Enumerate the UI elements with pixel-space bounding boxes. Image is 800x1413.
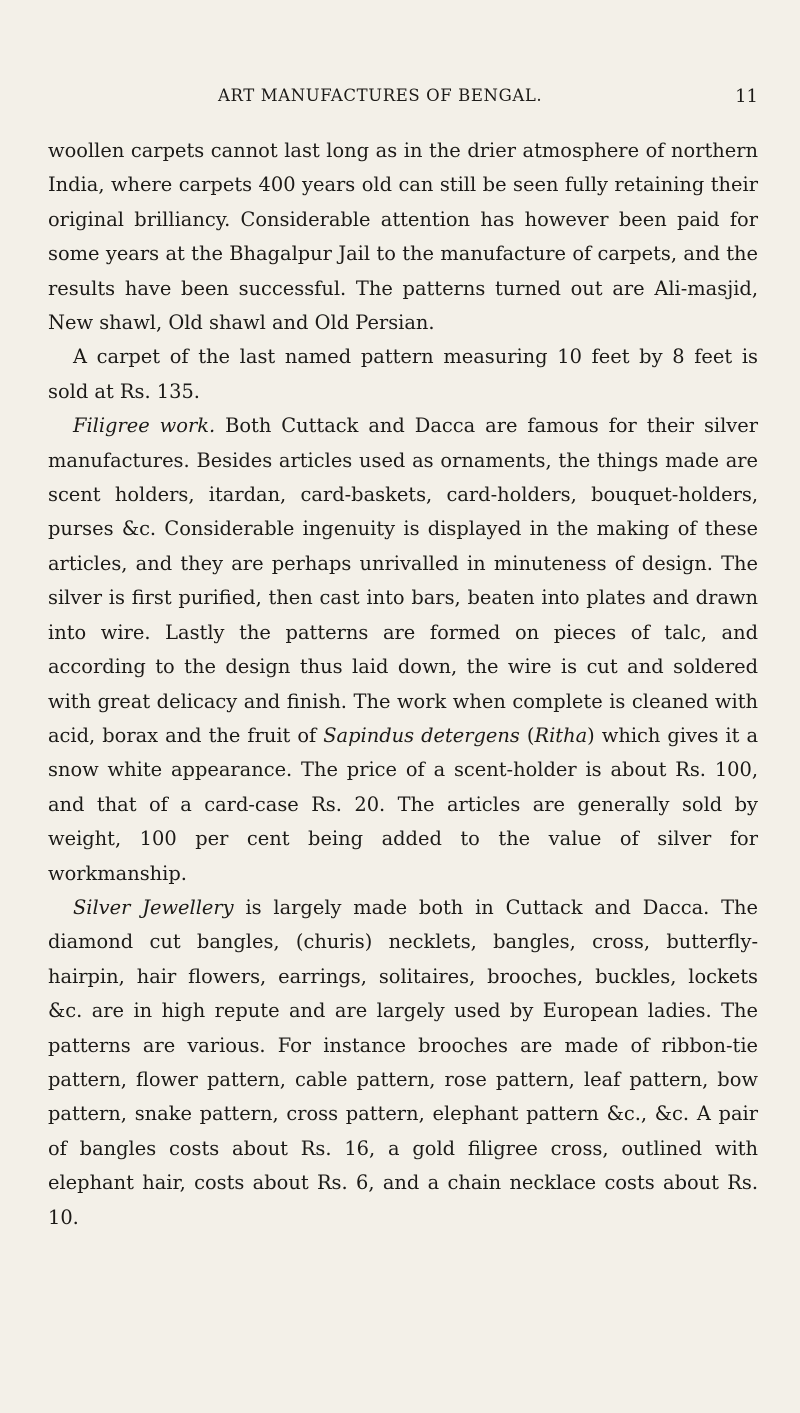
filigree-text-part-3: ) which gives it a snow white appearance. The price of a scent-holder is about Rs. 100, and that of a card-case Rs. 20. The articles are generally sold by weight, 100 per cent being added to the value of silver for workmanship. (48, 723, 759, 885)
section-heading-silver-jewellery: Silver Jewellery (73, 895, 234, 919)
section-heading-filigree: Filigree work. (73, 414, 216, 438)
filigree-text-part-2: ( (526, 723, 535, 747)
filigree-italic-ritha: Ritha (534, 723, 588, 747)
paragraph-carpet-price-text: A carpet of the last named pattern measuring 10 feet by 8 feet is sold at Rs. 135. (48, 345, 758, 403)
filigree-text-part-1: Both Cuttack and Dacca are famous for their silver manufactures. Besides articles used as ornaments, the things made are scent holders, itardan, card-baskets, card-holders, bouquet-holders, purses &c. Considerable ingenuity is displayed in the making of these articles, and they are perhaps unrivalled in minuteness of design. The silver is first purified, then cast into bars, beaten into plates and drawn into wire. Lastly the patterns are formed on pieces of talc, and according to the design thus laid down, the wire is cut and soldered with great delicacy and finish. The work when complete is cleaned with acid, borax and the fruit of (48, 414, 758, 747)
book-page (48, 86, 758, 1235)
paragraph-carpet-price (48, 340, 758, 409)
filigree-italic-botanical: Sapindus detergens (323, 723, 520, 747)
running-head-title: ART MANUFACTURES OF BENGAL. (218, 86, 543, 105)
running-head (48, 86, 758, 112)
silver-jewellery-text: is largely made both in Cuttack and Dacca. The diamond cut bangles, (churis) necklets, bangles, cross, butterfly-hairpin, hair flowers, earrings, solitaires, brooches, buckles, lockets &c. are in high repute and are largely used by European ladies. The patterns are various. For instance brooches are made of ribbon-tie pattern, flower pattern, cable pattern, rose pattern, leaf pattern, bow pattern, snake pattern, cross pattern, elephant pattern &c., &c. A pair of bangles costs about Rs. 16, a gold filigree cross, outlined with elephant hair, costs about Rs. 6, and a chain necklace costs about Rs. 10. (48, 895, 758, 1229)
paragraph-silver-jewellery (48, 891, 758, 1235)
page-number: 11 (735, 86, 758, 107)
paragraph-carpets (48, 134, 758, 340)
paragraph-filigree-work (48, 409, 758, 891)
paragraph-carpets-text: woollen carpets cannot last long as in the drier atmosphere of northern India, where carpets 400 years old can still be seen fully retaining their original brilliancy. Considerable attention has however been paid for some years at the Bhagalpur Jail to the manufacture of carpets, and the results have been successful. The patterns turned out are Ali-masjid, New shawl, Old shawl and Old Persian. (48, 139, 758, 335)
